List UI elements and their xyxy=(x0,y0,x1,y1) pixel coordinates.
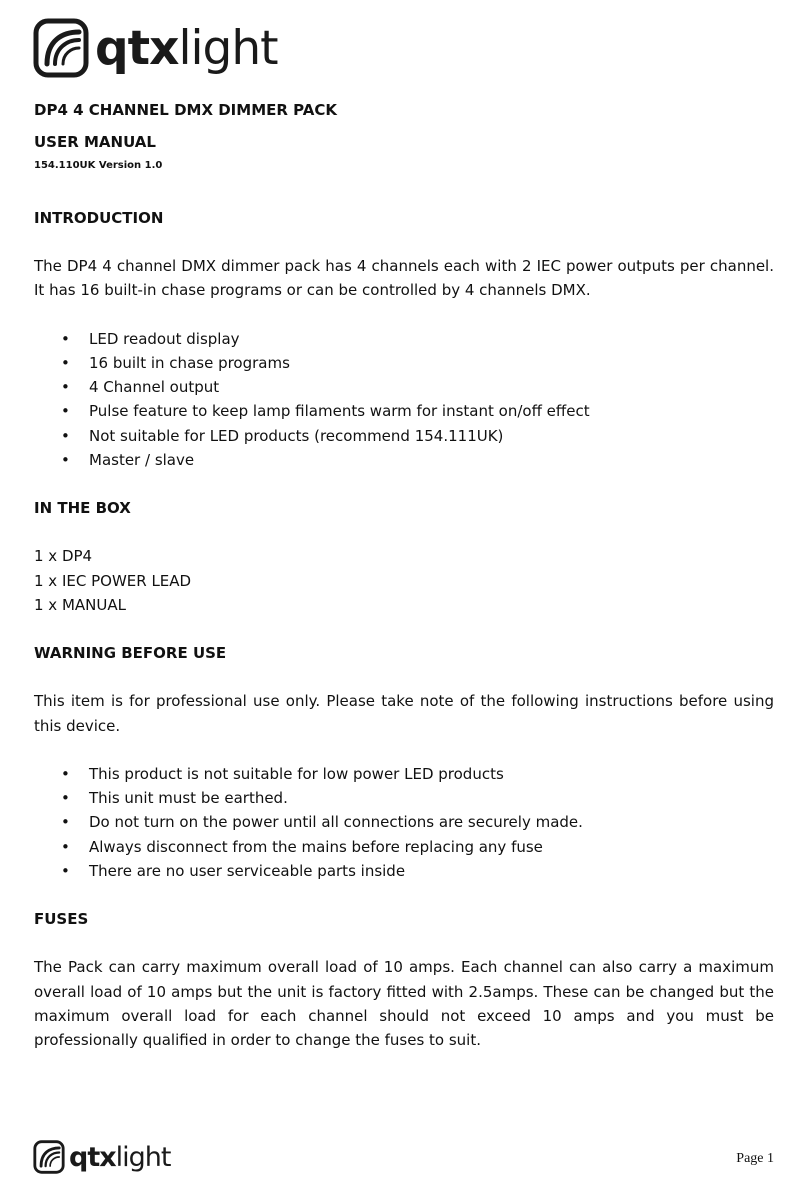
list-item: • 16 built in chase programs xyxy=(34,351,774,375)
logo-mark-icon xyxy=(33,18,89,78)
list-item: • There are no user serviceable parts inside xyxy=(34,859,774,883)
list-item: 1 x IEC POWER LEAD xyxy=(34,571,192,590)
section-heading-fuses: FUSES xyxy=(34,910,89,929)
document-subtitle: USER MANUAL xyxy=(34,133,156,151)
section-heading-in-the-box: IN THE BOX xyxy=(34,499,131,518)
fuses-paragraph: The Pack can carry maximum overall load of 10 amps. Each channel can also carry a maximum overall load of 10 amps but the unit is factory fitted with 2.5amps. These can be changed but the maximum overall load for each channel should not exceed 10 amps and you must be professionally qualified in order to change the fuses to suit. xyxy=(34,958,774,1050)
list-item: • Not suitable for LED products (recommend 154.111UK) xyxy=(34,424,774,448)
brand-logo xyxy=(33,18,278,78)
logo-mark-icon xyxy=(33,1140,65,1174)
list-item: • Master / slave xyxy=(34,448,774,472)
document-title: DP4 4 CHANNEL DMX DIMMER PACK xyxy=(34,101,337,119)
list-item: • 4 Channel output xyxy=(34,375,774,399)
warning-paragraph: This item is for professional use only. Please take note of the following instructions before using this device. xyxy=(34,692,774,735)
logo-wordmark: qtxlight xyxy=(95,20,278,76)
footer-logo xyxy=(33,1140,171,1174)
list-item: • LED readout display xyxy=(34,327,774,351)
document-body xyxy=(34,98,774,1077)
section-heading-introduction: INTRODUCTION xyxy=(34,209,164,227)
list-item: • This product is not suitable for low power LED products xyxy=(34,762,774,786)
list-item: • Pulse feature to keep lamp filaments warm for instant on/off effect xyxy=(34,399,774,423)
list-item: • This unit must be earthed. xyxy=(34,786,774,810)
introduction-paragraph: The DP4 4 channel DMX dimmer pack has 4 channels each with 2 IEC power outputs per channel. It has 16 built-in chase programs or can be controlled by 4 channels DMX. xyxy=(34,257,774,300)
list-item: • Always disconnect from the mains before replacing any fuse xyxy=(34,835,774,859)
box-contents-list xyxy=(34,544,774,617)
footer-logo-wordmark: qtxlight xyxy=(69,1141,171,1173)
list-item: 1 x DP4 xyxy=(34,547,93,566)
section-heading-warning: WARNING BEFORE USE xyxy=(34,644,227,663)
list-item: 1 x MANUAL xyxy=(34,595,126,614)
list-item: • Do not turn on the power until all connections are securely made. xyxy=(34,810,774,834)
page-number: Page 1 xyxy=(736,1151,774,1166)
warning-list xyxy=(34,762,774,883)
document-version: 154.110UK Version 1.0 xyxy=(34,160,163,171)
feature-list xyxy=(34,327,774,473)
